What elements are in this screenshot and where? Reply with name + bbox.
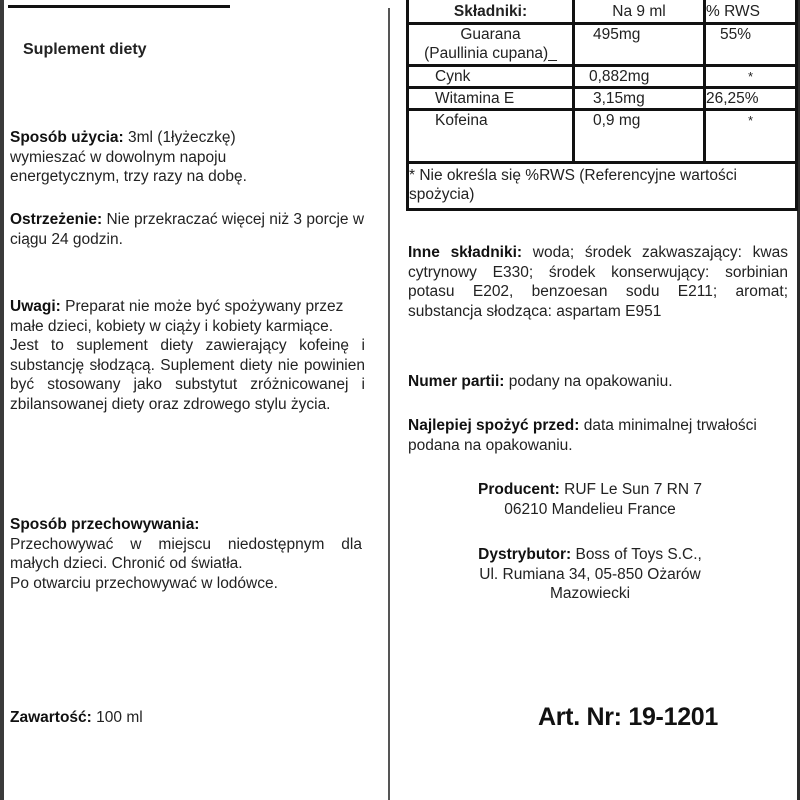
ingredient-name: Kofeina: [408, 110, 574, 163]
producer-line2: 06210 Mandelieu France: [504, 500, 676, 518]
other-ingredients-text: woda; środek zakwaszający: kwas cytrynowy E330; środek konserwujący: sorbinian potasu E202, benzoesan sodu E211; aromat; substancja słodząca: aspartam E951: [408, 244, 788, 320]
distributor-line3: Mazowiecki: [549, 585, 631, 602]
distributor-section: [400, 545, 780, 604]
header-rws: % RWS: [705, 0, 797, 24]
warning-text: Nie przekraczać więcej niż 3 porcje w ciągu 24 godzin.: [10, 211, 365, 248]
storage-text-2: Po otwarciu przechowywać w lodówce.: [10, 574, 278, 592]
article-number: Art. Nr: 19-1201: [538, 703, 719, 731]
batch-text: podany na opakowaniu.: [504, 373, 673, 390]
table-footnote: * Nie określa się %RWS (Referencyjne wartości spożycia): [408, 163, 797, 210]
distributor-line2: Ul. Rumiana 34, 05-850 Ożarów: [479, 565, 701, 583]
table-footnote-row: [408, 163, 797, 210]
storage-text: Przechowywać w miejscu niedostępnym dla małych dzieci. Chronić od światła.: [10, 535, 362, 572]
header-ingredients: Składniki:: [408, 0, 574, 24]
distributor-label: Dystrybutor:: [478, 546, 572, 563]
other-ingredients-label: Inne składniki:: [408, 244, 523, 261]
ingredient-name: [408, 24, 574, 66]
ingredient-name: Cynk: [408, 66, 574, 88]
label-left-border: [0, 0, 4, 800]
ingredient-rws: *: [705, 110, 797, 163]
nutrition-table: [406, 0, 798, 211]
contents-label: Zawartość:: [10, 709, 92, 726]
storage-label: Sposób przechowywania:: [10, 516, 200, 533]
table-row: [408, 24, 797, 66]
batch-section: [408, 372, 788, 392]
ingredient-rws: 26,25%: [705, 88, 797, 110]
usage-dose: 3ml (1łyżeczkę): [123, 129, 236, 146]
usage-text: wymieszać w dowolnym napoju energetycznym, trzy razy na dobę.: [10, 148, 247, 185]
ingredient-rws: *: [705, 66, 797, 88]
ingredient-name: Witamina E: [408, 88, 574, 110]
other-ingredients-section: [408, 243, 788, 321]
notes-label: Uwagi:: [10, 298, 61, 315]
subtitle: Suplement diety: [23, 41, 147, 58]
ingredient-amount: 0,882mg: [574, 66, 705, 88]
best-before-label: Najlepiej spożyć przed:: [408, 417, 580, 434]
usage-section: [10, 128, 370, 187]
warning-label: Ostrzeżenie:: [10, 211, 103, 228]
table-row: [408, 66, 797, 88]
ingredient-amount: 0,9 mg: [574, 110, 705, 163]
producer-line1: RUF Le Sun 7 RN 7: [559, 481, 702, 498]
ingredient-name-line1: Guarana: [460, 26, 521, 43]
notes-text-2: Jest to suplement diety zawierający kofeinę i substancję słodzącą. Suplement diety nie powinien być stosowany jako substytut zróżnicowanej i zbilansowanej diety oraz zdrowego stylu życia.: [10, 337, 365, 413]
best-before-section: [408, 416, 760, 455]
producer-label: Producent:: [478, 481, 560, 498]
notes-text: Preparat nie może być spożywany przez małe dzieci, kobiety w ciąży i kobiety karmiące.: [10, 298, 344, 335]
notes-section: [10, 297, 365, 414]
contents-section: [10, 708, 143, 728]
ingredient-amount: 3,15mg: [574, 88, 705, 110]
contents-value: 100 ml: [91, 709, 143, 726]
ingredient-name-line2: (Paullinia cupana)_: [424, 45, 557, 62]
header-per-9ml: Na 9 ml: [574, 0, 705, 24]
usage-label: Sposób użycia:: [10, 129, 124, 146]
table-header-row: [408, 0, 797, 24]
distributor-line1: Boss of Toys S.C.,: [571, 546, 702, 563]
ingredient-rws: 55%: [705, 24, 797, 66]
batch-label: Numer partii:: [408, 373, 505, 390]
producer-section: [400, 480, 780, 519]
ingredient-amount: 495mg: [574, 24, 705, 66]
column-divider: [388, 8, 390, 800]
warning-section: [10, 210, 370, 249]
storage-section: [10, 515, 362, 593]
best-before-text: data minimalnej trwałości podana na opakowaniu.: [408, 417, 757, 454]
product-title: [8, 0, 230, 8]
table-row: [408, 110, 797, 163]
table-row: [408, 88, 797, 110]
